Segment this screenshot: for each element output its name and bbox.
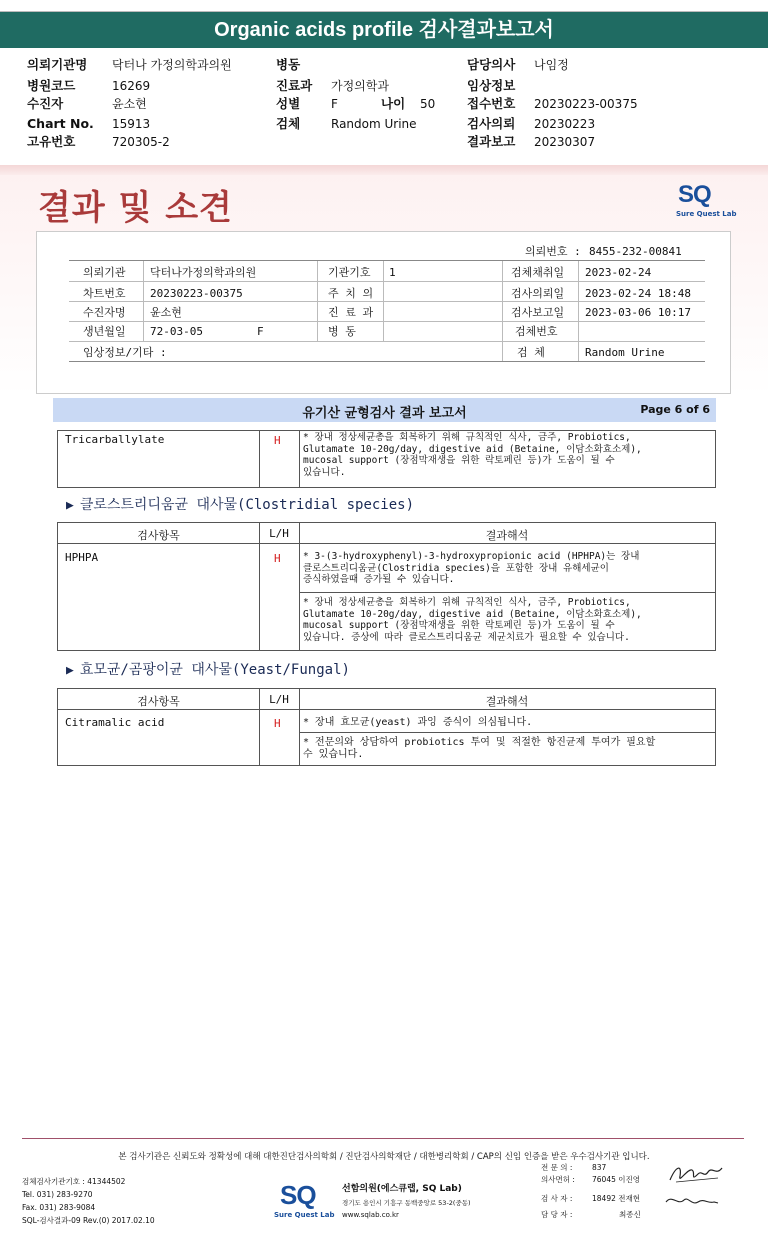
- section-clostridial-title: 클로스트리디움균 대사물(Clostridial species): [79, 497, 415, 513]
- info-row-divider: [69, 361, 705, 362]
- header-test-item: 검사항목: [137, 529, 180, 542]
- section-yeast-heading: [66, 659, 350, 679]
- table-col-divider: [259, 523, 260, 650]
- header-test-item: 검사항목: [137, 695, 180, 708]
- header-interpretation: 결과해석: [485, 529, 529, 542]
- department-value: 가정의학과: [331, 79, 389, 93]
- sex-label: 성별: [276, 96, 301, 111]
- license-value: 76045 이진영: [592, 1175, 640, 1184]
- hospital-code-value: 16269: [112, 79, 151, 93]
- test-item-name: HPHPA: [65, 551, 99, 564]
- result-interpretation: * 3-(3-hydroxyphenyl)-3-hydroxypropionic acid (HPHPA)는 장내 클로스트리디움균(Clostridia species)을 포함한 장내 유해세균이 증식하였을때 증가될 수 있습니다.: [303, 551, 640, 585]
- info-value: 윤소현: [150, 306, 182, 319]
- header-lh: L/H: [269, 527, 289, 540]
- specimen-info-value: Random Urine: [585, 346, 665, 359]
- tester-value: 18492 전재현: [592, 1194, 640, 1203]
- table-header-divider: [58, 543, 715, 544]
- info-label: 주 치 의: [328, 287, 374, 300]
- table-row-divider: [299, 592, 715, 593]
- tricarballylate-table: [57, 430, 716, 488]
- table-col-divider: [299, 431, 300, 487]
- info-value: 1: [389, 266, 396, 279]
- lab-address: 경기도 용인시 기흥구 동백중앙로 53-2(중동): [342, 1199, 471, 1207]
- section-title: 결과 및 소견: [38, 188, 233, 228]
- patient-label: 수진자: [27, 96, 64, 111]
- unique-no-label: 고유번호: [27, 134, 76, 149]
- page-indicator: Page 6 of 6: [640, 403, 710, 416]
- info-sex-value: F: [257, 325, 264, 338]
- info-label: 기관기호: [328, 266, 371, 279]
- result-interpretation: * 장내 효모균(yeast) 과잉 증식이 의심됩니다.: [303, 717, 533, 728]
- result-interpretation: * 장내 정상세균총을 회복하기 위해 규칙적인 식사, 금주, Probiotics, Glutamate 10-20g/day, digestive aid (Betaine, 이담소화효소제), mucosal support (장점막재생을 위한 락토페린 등)가 도움이 될 수 있습니다. 증상에 따라 클로스트리디움균 제균치료가 필요할 수 있습니다.: [303, 597, 642, 643]
- info-value: 2023-02-24 18:48: [585, 287, 691, 300]
- yeast-table: [57, 688, 716, 766]
- hospital-code-label: 병원코드: [27, 78, 76, 93]
- info-label: 검체번호: [515, 325, 558, 338]
- triangle-right-icon: ▶: [66, 498, 74, 513]
- info-row-divider: [69, 260, 705, 261]
- unique-no-value: 720305-2: [112, 135, 170, 149]
- info-label: 의뢰기관: [83, 266, 126, 279]
- result-interpretation: * 전문의와 상담하여 probiotics 투여 및 적절한 항진균제 투여가 필요할 수 있습니다.: [303, 737, 656, 760]
- report-date-label: 결과보고: [467, 134, 516, 149]
- ward-label: 병동: [276, 57, 301, 72]
- info-value: 닥터나가정의학과의원: [150, 266, 257, 279]
- report-bar-title: 유기산 균형검사 결과 보고서: [302, 406, 467, 421]
- triangle-right-icon: ▶: [66, 663, 74, 678]
- request-no-label: 의뢰번호 :: [525, 245, 581, 258]
- info-col-divider: [317, 261, 318, 341]
- test-item-name: Tricarballylate: [65, 433, 165, 446]
- info-value: 2023-03-06 10:17: [585, 306, 691, 319]
- header-lh: L/H: [269, 693, 289, 706]
- department-label: 진료과: [276, 78, 313, 93]
- info-row-divider: [69, 341, 705, 342]
- footer-tel: Tel. 031) 283-9270: [22, 1190, 93, 1199]
- footer-sq-logo: [274, 1180, 334, 1220]
- clinical-info-label: 임상정보: [467, 78, 516, 93]
- info-label: 병 동: [328, 325, 356, 338]
- info-row-divider: [69, 281, 705, 282]
- high-flag: H: [274, 434, 281, 447]
- specialist-label: 전 문 의 :: [541, 1163, 573, 1172]
- info-col-divider: [383, 261, 384, 341]
- request-date-label: 검사의뢰: [467, 116, 516, 131]
- specialist-value: 837: [592, 1163, 607, 1172]
- result-interpretation: * 장내 정상세균총을 회복하기 위해 규칙적인 식사, 금주, Probiotics, Glutamate 10-20g/day, digestive aid (Betaine, 이담소화효소제), mucosal support (장점막재생을 위한 락토페린 등)가 도움이 될 수 있습니다.: [303, 432, 642, 478]
- clostridial-table: [57, 522, 716, 651]
- info-label: 검사보고일: [511, 306, 565, 319]
- doctor-label: 담당의사: [467, 57, 516, 72]
- info-label: 수진자명: [83, 306, 126, 319]
- info-label: 차트번호: [83, 287, 126, 300]
- header-interpretation: 결과해석: [485, 695, 529, 708]
- age-label: 나이: [381, 96, 406, 111]
- report-title-bar: [53, 398, 716, 422]
- patient-info-box: [36, 231, 731, 394]
- info-label: 검체채취일: [511, 266, 565, 279]
- form-revision: SQL-검사결과-09 Rev.(0) 2017.02.10: [22, 1216, 155, 1225]
- info-value: 2023-02-24: [585, 266, 652, 279]
- manager-label: 담 당 자 :: [541, 1210, 573, 1219]
- info-label: 생년월일: [83, 325, 126, 338]
- hospital-name-label: 의뢰기관명: [27, 57, 88, 72]
- report-date-value: 20230307: [534, 135, 596, 149]
- section-clostridial-heading: [66, 494, 414, 514]
- receipt-no-value: 20230223-00375: [534, 97, 638, 111]
- high-flag: H: [274, 552, 281, 565]
- clinical-info-other-label: 임상정보/기타 :: [83, 346, 167, 359]
- doctor-value: 나임정: [534, 58, 569, 72]
- receipt-no-label: 접수번호: [467, 96, 516, 111]
- footer-fax: Fax. 031) 283-9084: [22, 1203, 96, 1212]
- table-row-divider: [299, 732, 715, 733]
- footer-logo-text: SQ: [280, 1180, 316, 1210]
- info-label: 검사의뢰일: [511, 287, 565, 300]
- sq-logo-text: SQ: [678, 181, 711, 208]
- patient-value: 윤소현: [112, 97, 147, 111]
- info-value: 20230223-00375: [150, 287, 243, 300]
- table-col-divider: [259, 431, 260, 487]
- specimen-info-label: 검 체: [517, 346, 545, 359]
- tester-label: 검 사 자 :: [541, 1194, 573, 1203]
- info-value: 72-03-05: [150, 325, 203, 338]
- accreditation-note: 본 검사기관은 신뢰도와 정확성에 대해 대한진단검사의학회 / 진단검사의학재단 / 대한병리학회 / CAP의 신임 인증을 받은 우수검사기관 입니다.: [118, 1152, 650, 1162]
- footer-logo-subtitle: Sure Quest Lab: [274, 1211, 335, 1219]
- lab-website: www.sqlab.co.kr: [342, 1211, 399, 1219]
- specimen-value: Random Urine: [331, 117, 417, 131]
- manager-value: 최종신: [619, 1210, 641, 1219]
- table-header-divider: [58, 709, 715, 710]
- institution-code: 검체검사기관기호 : 41344502: [22, 1177, 126, 1186]
- hospital-name-value: 닥터나 가정의학과의원: [112, 58, 232, 72]
- info-col-divider: [143, 261, 144, 341]
- report-title: Organic acids profile 검사결과보고서: [0, 11, 768, 48]
- test-item-name: Citramalic acid: [65, 716, 165, 729]
- chart-no-value: 15913: [112, 117, 151, 131]
- age-value: 50: [420, 97, 436, 111]
- high-flag: H: [274, 717, 281, 730]
- request-date-value: 20230223: [534, 117, 596, 131]
- request-no-value: 8455-232-00841: [589, 245, 682, 258]
- sex-value: F: [331, 97, 338, 111]
- specimen-label: 검체: [276, 116, 301, 131]
- info-label: 진 료 과: [328, 306, 374, 319]
- signature-specialist: [666, 1158, 726, 1188]
- info-row-divider: [69, 301, 705, 302]
- sq-logo: [670, 181, 736, 221]
- header-stripe: [0, 165, 768, 175]
- section-yeast-title: 효모균/곰팡이균 대사물(Yeast/Fungal): [79, 662, 350, 678]
- info-col-divider: [502, 261, 503, 361]
- sq-logo-subtitle: Sure Quest Lab: [676, 210, 737, 218]
- lab-name: 선함의원(에스큐랩, SQ Lab): [342, 1184, 462, 1194]
- info-row-divider: [69, 321, 705, 322]
- signature-tester: [662, 1190, 722, 1212]
- footer-divider: [22, 1138, 744, 1139]
- license-label: 의사면허 :: [541, 1175, 575, 1184]
- info-col-divider: [578, 261, 579, 361]
- chart-no-label: Chart No.: [27, 116, 94, 131]
